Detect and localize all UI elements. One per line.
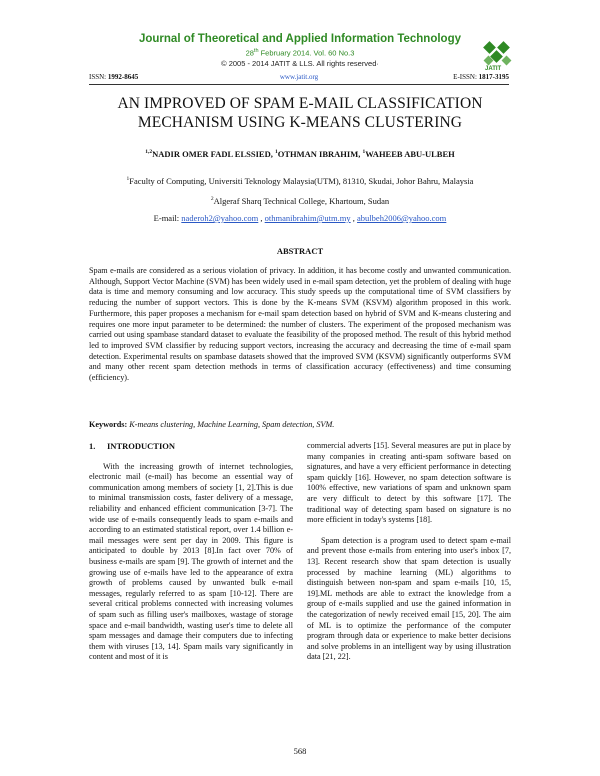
right-column: [307, 441, 511, 663]
abstract-text: Spam e-mails are considered as a serious violation of privacy. In addition, it has become costly and unwanted communication. Although, Support Vector Machine (SVM) has been widely used in e-mail spam detection, yet the problem of dealing with huge data is time and memory consuming and low accuracy. This study speeds up the computational time of SVM classifiers by reducing the number of support vectors. This is done by the K-means SVM (KSVM) algorithm proposed in this work. Furthermore, this paper proposes a mechanism for e-mail spam detection based on hybrid of SVM and K-means clustering and requires one more input parameter to be determined: the number of clusters. The experiment of the proposed mechanism was carried out using spambase standard dataset to evaluate the feasibility of the proposed method. The result of this hybrid method led to improved SVM classifier by reducing support vectors, increasing the accuracy and decreasing the time of e-mail spam detection. Experimental results on spambase datasets showed that the improved SVM (KSVM) significantly outperforms SVM and many other recent spam detection methods in terms of classification accuracy (effectiveness) and time consuming (efficiency).: [89, 266, 511, 383]
journal-issue-date: 28th February 2014. Vol. 60 No.3: [245, 48, 355, 58]
abstract-heading: ABSTRACT: [276, 246, 324, 256]
author-list: $^{1,2}$NADIR OMER FADL ELSSIED, $^1$OTHMAN IBRAHIM, $^1$WAHEEB ABU-ULBEH: [145, 149, 455, 159]
affiliation-2: $^2$Algeraf Sharq Technical College, Khartoum, Sudan: [210, 196, 390, 206]
issn: ISSN: 1992-8645: [89, 73, 139, 81]
paragraph: Spam detection is a program used to detect spam e-mail and prevent those e-mails from entering into user's inbox [7, 13]. Recent research show that spam detection is usually processed by machine learning (ML) algorithms to distinguish between non-spam and spam e-mails [10, 15, 19].ML methods are able to extract the knowledge from a group of e-mails supplied and use the gained information in the categorization of newly received email [15, 20]. The aim of ML is to optimize the performance of the computer program through data or experience to make better decisions and solve problems in an intelligent way by using illustration data [21, 22].: [307, 535, 511, 662]
eissn: E-ISSN: 1817-3195: [453, 73, 509, 81]
journal-url-link[interactable]: www.jatit.org: [279, 73, 319, 81]
header-divider: [89, 84, 509, 85]
email-link-2[interactable]: othmanibrahim@utm.my: [264, 213, 351, 223]
affiliation-1: $^1$Faculty of Computing, Universiti Teknology Malaysia(UTM), 81310, Skudai, Johor Bahru, Malaysia: [126, 176, 474, 186]
keywords: Keywords: K-means clustering, Machine Learning, Spam detection, SVM.: [89, 420, 335, 429]
paper-title: AN IMPROVED OF SPAM E-MAIL CLASSIFICATION MECHANISM USING K-MEANS CLUSTERING: [117, 95, 483, 131]
paragraph: commercial adverts [15]. Several measures are put in place by many companies in creating anti-spam software based on signatures, and have a very efficient performance in detecting spam quickly [16]. However, no spam detection software is 100% effective, new variations of spam and unknown spam are very difficult to detect by this software [17]. The traditional way of detecting spam based on signature is no more efficient in today's systems [18].: [307, 441, 511, 525]
page-number: 568: [293, 746, 307, 756]
paragraph: With the increasing growth of internet technologies, electronic mail (e-mail) has become an essential way of communication among members of society [1, 2].This is due to minimal transmission costs, faster delivery of a message, reliability and enhanced efficient communication [3-7]. The wide use of e-mails consequently leads to spam e-mails and according to an estimated statistical report, over 1.4 billion e-mail messages were sent per day in 2009. This figure is anticipated to double by 2013 [8].In fact over 70% of business e-mails are spam [9]. The growth of internet and the growing use of e-mails have led to the appearance of extra growth of problems caused by unwanted bulk e-mail messages, regularly referred to as spam [10-12]. There are several critical problems connected with increasing volumes of spam such as filling user's mailboxes, wastage of storage space and e-mail bandwidth, wasting user's time to delete all spam messages and damage their computers due to infecting them with viruses [13, 14]. Spam mails vary significantly in content and most of it is: [89, 461, 293, 662]
author-emails: E-mail: naderoh2@yahoo.com , othmanibrahim@utm.my , abulbeh2006@yahoo.com: [153, 213, 447, 223]
email-link-3[interactable]: abulbeh2006@yahoo.com: [357, 213, 447, 223]
left-column: [89, 441, 293, 663]
section-heading-introduction: 1. INTRODUCTION: [89, 441, 176, 451]
journal-title: Journal of Theoretical and Applied Information Technology: [138, 33, 462, 45]
logo-label: JATIT: [485, 66, 502, 72]
email-link-1[interactable]: naderoh2@yahoo.com: [181, 213, 259, 223]
issn-row: [89, 73, 509, 83]
journal-copyright: © 2005 - 2014 JATIT & LLS. All rights reserved·: [221, 59, 379, 68]
